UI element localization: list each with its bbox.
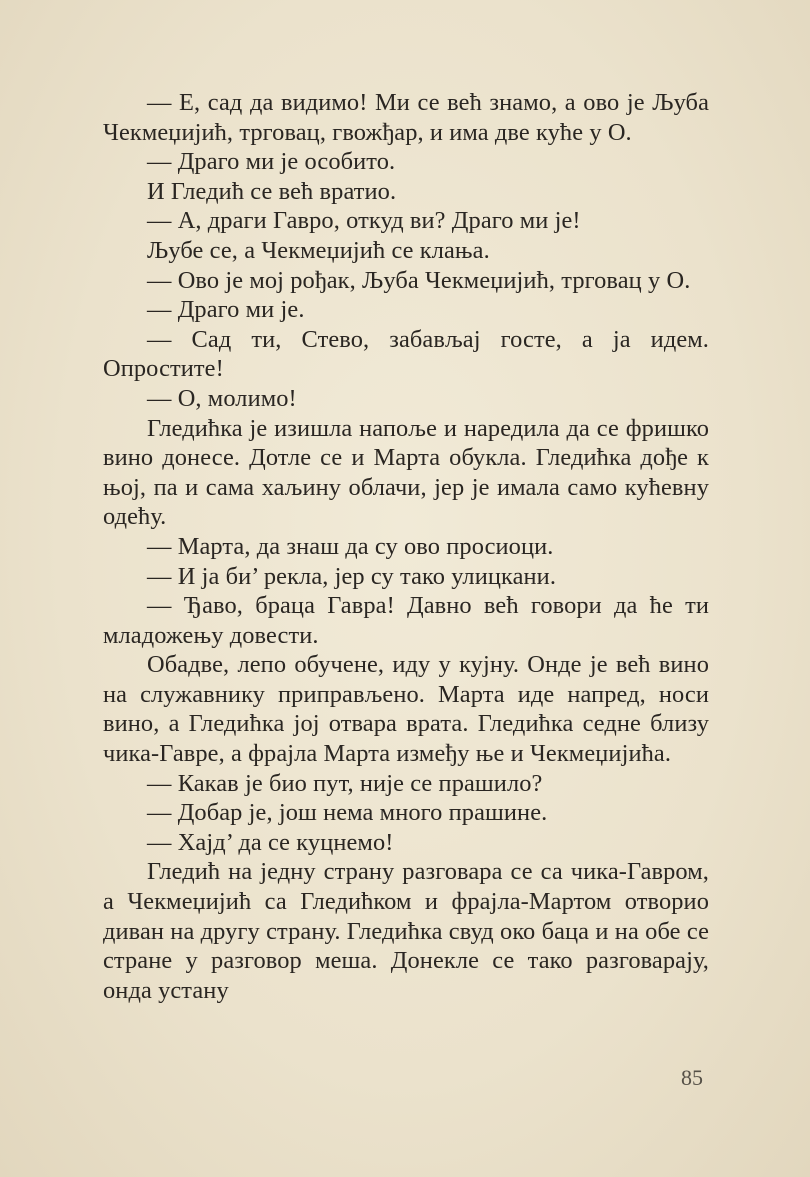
paragraph: — Ђаво, браца Гавра! Давно већ говори да ће ти младожењу довести.	[103, 592, 709, 649]
paragraph: — О, молимо!	[147, 384, 297, 412]
paragraph: Обадве, лепо обучене, иду у кујну. Онде је већ вино на служавнику приправљено. Марта иде напред, носи вино, а Гледићка јој отвара врата. Гледићка седне близу чика-Гавре, а фрајла Марта између ње и Чекмеџијића.	[103, 651, 709, 768]
paragraph: — Марта, да знаш да су ово просиоци.	[147, 532, 554, 560]
paragraph: — Драго ми је особито.	[147, 148, 396, 176]
paragraph: Љубе се, а Чекмеџијић се клања.	[147, 236, 490, 264]
paragraph: — Сад ти, Стево, забављај госте, а ја идем. Опростите!	[103, 325, 709, 383]
page-number: 85	[681, 1065, 703, 1090]
paragraph: — Драго ми је.	[147, 296, 305, 324]
paragraph: — Добар је, још нема много прашине.	[147, 799, 548, 827]
page-body-text	[103, 88, 709, 1005]
paragraph: — И ја би’ рекла, јер су тако улицкани.	[147, 562, 557, 590]
paragraph: — Е, сад да видимо! Ми се већ знамо, а ово је Љуба Чекмеџијић, трговац, гвожђар, и има две куће у О.	[103, 89, 709, 146]
paragraph: — Ово је мој рођак, Љуба Чекмеџијић, трговац у О.	[147, 266, 691, 294]
paragraph: Гледићка је изишла напоље и наредила да се фришко вино донесе. Дотле се и Марта обукла. Гледићка дође к њој, па и сама хаљину облачи, јер је имала само кућевну одећу.	[103, 414, 709, 531]
paragraph: Гледић на једну страну разговара се са чика-Гавром, а Чекмеџијић са Гледићком и фрајла-Мартом отворио диван на другу страну. Гледићка свуд око баца и на обе се стране у разговор меша. Донекле се тако разговарају, онда устану	[103, 858, 709, 1004]
paragraph: — А, драги Гавро, откуд ви? Драго ми је!	[147, 207, 581, 235]
paragraph: И Гледић се већ вратио.	[147, 177, 397, 205]
paragraph: — Хајд’ да се куцнемо!	[147, 828, 394, 856]
paragraph: — Какав је био пут, није се прашило?	[147, 769, 543, 797]
